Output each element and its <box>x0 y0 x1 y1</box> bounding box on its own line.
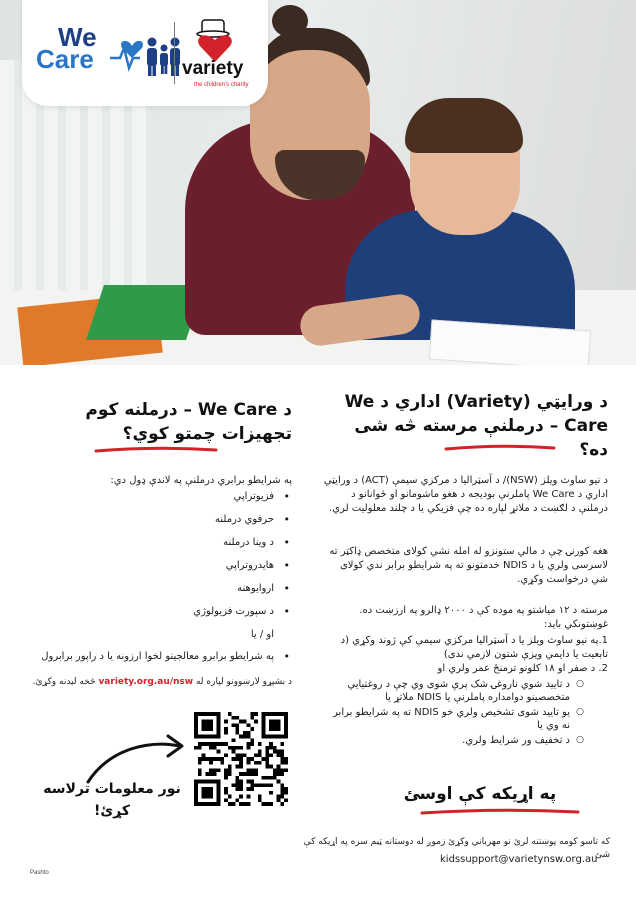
contact-email-link[interactable]: kidssupport@varietynsw.org.au <box>440 854 598 865</box>
therapy-heading-underline <box>94 446 218 454</box>
therapy-intro: په شرايطو برابري درملنې په لاندې ډول دي: <box>110 475 292 486</box>
requirement-sub-item: ○ د تاييد شوي ناروغۍ شک پرې شوی وي چې د روغتيايي متخصصينو دوامداره پاملرنې يا NDIS ملاتړ يا <box>322 678 584 704</box>
requirement-sub-item: ○ يو تاييد شوی تشخيص ولري خو NDIS ته په شرايطو برابر نه وي يا <box>322 706 584 732</box>
apply-instructions <box>30 676 292 689</box>
more-info-callout: نور معلومات ترلاسه کړئ! <box>43 781 181 819</box>
logo-divider <box>174 22 175 84</box>
therapy-item: • د سپورت فزيولوژي <box>40 605 290 619</box>
therapy-item: • حرفوي درملنه <box>40 513 290 527</box>
language-label: Pashto <box>30 870 49 876</box>
therapy-list <box>40 490 290 673</box>
contact-heading-underline <box>420 808 580 816</box>
we-care-logo-we: We <box>58 22 97 52</box>
contact-text: که تاسو کومه پوښتنه لرئ نو مهرباني وکړئ زموږ له دوستانه ټيم سره په اړيکه کې شئ <box>303 837 610 860</box>
what-is-heading: د ورايټي (Variety) اداري د We Care – درملنې مرسته څه شی ده؟ <box>344 392 608 460</box>
logo-card <box>22 0 268 106</box>
apply-suffix: څخه ليدنه وکړئ. <box>32 677 96 687</box>
we-care-logo-care: Care <box>36 44 94 74</box>
qr-code[interactable] <box>194 712 288 806</box>
variety-tagline: the children's charity <box>194 82 249 88</box>
therapy-item: • اروايوهنه <box>40 582 290 596</box>
what-is-heading-underline <box>444 444 556 452</box>
therapy-item: • هايدروتراپي <box>40 559 290 573</box>
requirement-age: 2. د صفر او ۱۸ کلونو ترمنځ عمر ولري او <box>437 663 608 674</box>
we-care-logo <box>36 22 97 74</box>
apply-prefix: د بشپړو لارښوونو لپاره له <box>195 677 292 687</box>
therapy-item: • فزيوتراپي <box>40 490 290 504</box>
contact-heading: په اړيکه کې اوسئ <box>403 784 557 804</box>
therapy-heading: د We Care – درملنه کوم تجهيزات چمتو کوي؟ <box>85 400 292 444</box>
boy-hair <box>405 98 523 153</box>
requirement-sub-item: ○ د تخفيف ور شرايط ولري. <box>322 734 584 747</box>
therapy-section <box>30 398 292 446</box>
therapy-item: • د وينا درملنه <box>40 536 290 550</box>
family-heartbeat-icon <box>110 32 192 78</box>
requirement-residence: 1.په نيو ساوث ويلز يا د آسټراليا مرکزي سيمې کې ژوند وکړي (د تابعيت يا دايمي ويزې شتون لازمي ندی) <box>340 635 608 660</box>
description-paragraph: د نيو ساوث ويلز (NSW)/ د آسټراليا د مرکزي سيمې (ACT) د ورايټي اداري د We Care پاملرنې بوديجه د هغو ماشومانو او ځوانانو د درملنې د لګښت د ملاتړ لپاره ده چې فزيکي يا د چلند معلوليت لري. <box>323 475 608 514</box>
and-or-label: او / يا <box>250 629 274 640</box>
amount-paragraph: مرسته د ۱۲ مياشتو په موده کې د ۲۰۰۰ ډالرو په ارزښت ده. غوښتونکي بايد: <box>359 605 608 630</box>
variety-website-link[interactable]: variety.org.au/nsw <box>98 677 194 687</box>
requirements-list <box>322 634 608 747</box>
therapy-item: • په شرايطو برابرو معالجينو لخوا ارزونه يا د راپور برابرول <box>40 650 290 664</box>
eligibility-paragraph: هغه کورنۍ چې د مالي ستونزو له امله نشي کولای متخصص ډاکټر ته لاسرسی ولري يا د NDIS خدمتونو ته په شرايطو برابر ندي کولای شي درخواست وکړي. <box>329 546 608 585</box>
variety-wordmark: variety <box>182 58 244 79</box>
